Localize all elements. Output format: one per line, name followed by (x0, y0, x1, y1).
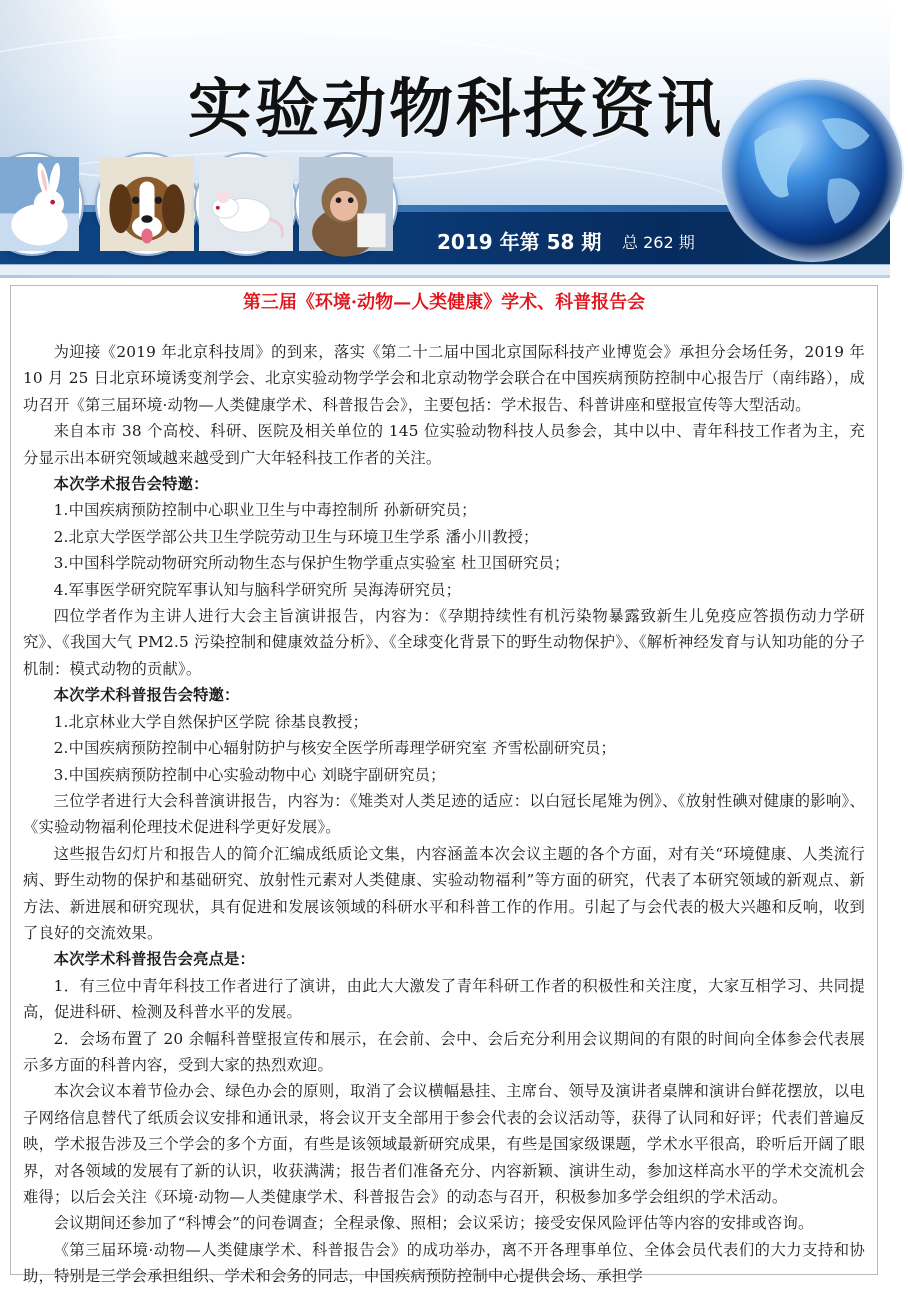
speaker-list-item: 2.中国疾病预防控制中心辐射防护与核安全医学所毒理学研究室 齐雪松副研究员； (53, 739, 617, 758)
article-paragraph: 会议期间还参加了“科博会”的问卷调查；全程录像、照相；会议采访；接受安保风险评估等内容的安排或咨询。 (53, 1214, 814, 1233)
masthead (0, 0, 890, 278)
article-box (10, 285, 878, 1286)
newsletter-title: 实验动物科技资讯 (188, 73, 724, 147)
article-paragraph: 本次会议本着节俭办会、绿色办会的原则，取消了会议横幅悬挂、主席台、领导及演讲者桌牌和演讲台鲜花摆放，以电子网络信息替代了纸质会议安排和通讯录，将会议开支全部用于参会代表的会议活动等，获得了认同和好评；代表们普遍反映，学术报告涉及三个学会的多个方面，有些是该领域最新研究成果，有些是国家级课题，学术水平很高，聆听后开阔了眼界，对各领域的发展有了新的认识，收获满满；报告者们准备充分、内容新颖、演讲生动，参加这样高水平的学术交流机会难得；以后会关注《环境·动物—人类健康学术、科普报告会》的动态与召开，积极参加多学会组织的学术活动。 (23, 1082, 865, 1206)
speaker-list-item: 4.军事医学研究院军事认知与脑科学研究所 吴海涛研究员； (53, 580, 462, 599)
earth-globe-icon (716, 74, 908, 266)
highlight-item: 2．会场布置了 20 余幅科普壁报宣传和展示，在会前、会中、会后充分利用会议期间的有限的时间向全体参会代表展示多方面的科普内容，受到大家的热烈欢迎。 (23, 1029, 865, 1074)
speaker-list-item: 1.中国疾病预防控制中心职业卫生与中毒控制所 孙新研究员； (53, 501, 477, 520)
section-heading: 本次学术科普报告会特邀： (53, 686, 240, 705)
highlight-item: 1．有三位中青年科技工作者进行了演讲，由此大大激发了青年科研工作者的积极性和关注度，大家互相学习、共同提高，促进科研、检测及科普水平的发展。 (23, 976, 865, 1022)
speaker-list-item: 3.中国疾病预防控制中心实验动物中心 刘晓宇副研究员； (53, 765, 446, 784)
article-paragraph: 来自本市 38 个高校、科研、医院及相关单位的 145 位实验动物科技人员参会，其中以中、青年科技工作者为主，充分显示出本研究领域越来越受到广大年轻科技工作者的关注。 (23, 422, 865, 467)
speaker-list-item: 1.北京林业大学自然保护区学院 徐基良教授； (53, 712, 369, 731)
monkey-icon (296, 154, 396, 254)
total-issue-number: 总 262 期 (622, 233, 695, 252)
speaker-list-item: 2.北京大学医学部公共卫生学院劳动卫生与环境卫生学系 潘小川教授； (53, 527, 539, 546)
article-paragraph: 这些报告幻灯片和报告人的简介汇编成纸质论文集，内容涵盖本次会议主题的各个方面，对有关“环境健康、人类流行病、野生动物的保护和基础研究、放射性元素对人类健康、实验动物福利”等方面的研究，代表了本研究领域的新观点、新方法、新进展和研究现状，具有促进和发展该领域的科研水平和科普工作的作用。引起了与会代表的极大兴趣和反响，收到了良好的交流效果。 (23, 844, 865, 942)
article-paragraph: 为迎接《2019 年北京科技周》的到来，落实《第二十二届中国北京国际科技产业博览会》承担分会场任务，2019 年 10 月 25 日北京环境诱变剂学会、北京实验动物学学会和北京动物学会联合在中国疾病预防控制中心报告厅（南纬路），成功召开《第三届环境·动物—人类健康学术、科普报告会》，主要包括：学术报告、科普讲座和壁报宣传等大型活动。 (23, 343, 865, 414)
article-paragraph: 《第三届环境·动物—人类健康学术、科普报告会》的成功举办，离不开各理事单位、全体会员代表们的大力支持和协助，特别是三学会承担组织、学术和会务的同志，中国疾病预防控制中心提供会场、承担学 (23, 1240, 865, 1286)
article-body (23, 339, 865, 1290)
section-heading: 本次学术科普报告会亮点是： (53, 950, 256, 969)
issue-number: 2019 年第 58 期 (437, 230, 602, 254)
article-paragraph: 三位学者进行大会科普演讲报告，内容为：《雉类对人类足迹的适应：以白冠长尾雉为例》、《放射性碘对健康的影响》、《实验动物福利伦理技术促进科学更好发展》。 (23, 791, 866, 837)
section-heading: 本次学术报告会特邀： (53, 475, 209, 494)
beagle-dog-icon (97, 154, 197, 254)
white-mouse-icon (196, 154, 296, 254)
article-paragraph: 四位学者作为主讲人进行大会主旨演讲报告，内容为：《孕期持续性有机污染物暴露致新生儿免疫应答损伤动力学研究》、《我国大气 PM2.5 污染控制和健康效益分析》、《全球变化背景下的野生动物保护》、《解析神经发育与认知功能的分子机制：模式动物的贡献》。 (23, 607, 865, 678)
speaker-list-item: 3.中国科学院动物研究所动物生态与保护生物学重点实验室 杜卫国研究员； (53, 554, 570, 573)
rabbit-icon (0, 154, 82, 254)
article-headline: 第三届《环境·动物—人类健康》学术、科普报告会 (242, 292, 646, 313)
